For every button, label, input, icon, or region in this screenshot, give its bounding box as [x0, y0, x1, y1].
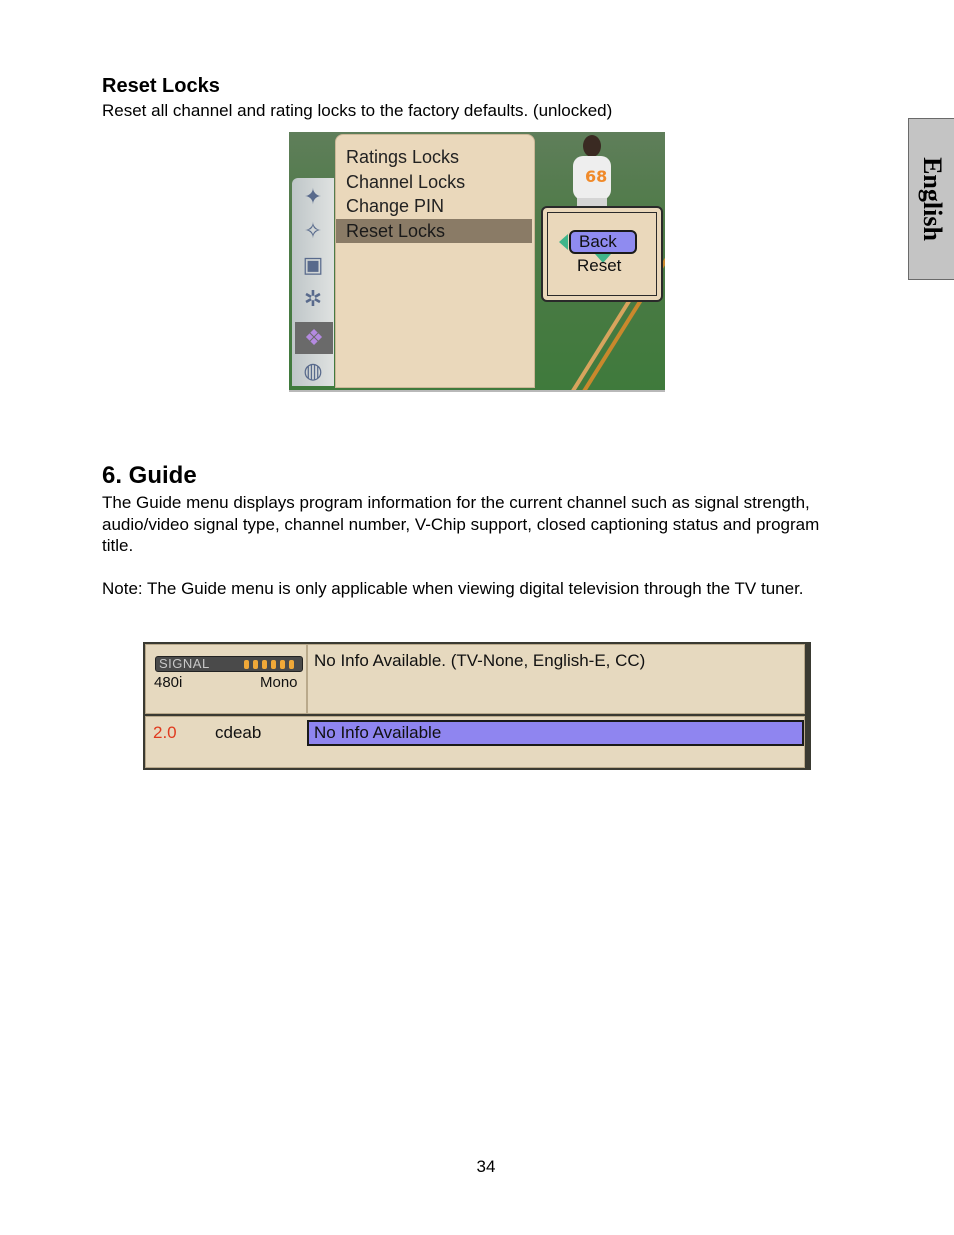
channel-number: 2.0 [153, 723, 177, 742]
signal-strength-bar [155, 656, 303, 672]
section-heading-reset-locks: Reset Locks [102, 75, 220, 97]
reset-button[interactable]: Reset [577, 256, 622, 275]
arrow-left-icon [559, 234, 568, 250]
signal-dot [289, 660, 294, 669]
guide-description: The Guide menu displays program information for the current channel such as signal strength, audio/video signal type, channel number, V-Chip support, closed captioning status and program title. [102, 493, 820, 555]
film-icon[interactable]: ✦ [303, 184, 323, 209]
player-jersey-number: 68 [585, 167, 608, 186]
menu-item-channel-locks[interactable]: Channel Locks [346, 172, 466, 192]
signal-dot [262, 660, 267, 669]
program-info-line: No Info Available. (TV-None, English-E, CC) [314, 651, 646, 670]
signal-dot [280, 660, 285, 669]
menu-icon-column [292, 178, 334, 386]
reset-locks-description: Reset all channel and rating locks to the factory defaults. (unlocked) [102, 101, 613, 120]
menu-item-ratings-locks[interactable]: Ratings Locks [346, 147, 460, 167]
video-format: 480i [154, 674, 183, 691]
menu-item-change-pin[interactable]: Change PIN [346, 196, 445, 216]
globe-icon[interactable]: ◍ [303, 358, 323, 383]
locks-menu-panel [335, 134, 535, 388]
program-info-cell [307, 644, 805, 714]
page-number: 34 [476, 1157, 496, 1176]
reset-confirm-dialog [541, 206, 663, 302]
gear-icon[interactable]: ✲ [303, 286, 323, 311]
section-heading-guide: 6. Guide [102, 462, 197, 489]
lock-icon[interactable]: ❖ [295, 322, 333, 354]
back-button[interactable]: Back [569, 230, 637, 254]
audio-mode: Mono [260, 674, 298, 691]
side-tab-label: English [917, 157, 947, 241]
signal-dot [271, 660, 276, 669]
guide-screenshot [143, 642, 811, 770]
signal-dot [253, 660, 258, 669]
program-title-bar[interactable]: No Info Available [307, 720, 804, 746]
guide-note: Note: The Guide menu is only applicable when viewing digital television through the TV tuner. [102, 579, 804, 598]
signal-label: SIGNAL [159, 656, 210, 671]
reset-locks-screenshot [289, 132, 665, 392]
signal-dot [244, 660, 249, 669]
tv-icon[interactable]: ▣ [302, 252, 324, 277]
satellite-icon[interactable]: ✧ [303, 218, 323, 243]
channel-name: cdeab [215, 723, 262, 742]
signal-info-cell [145, 644, 307, 714]
language-side-tab [908, 118, 954, 280]
menu-item-reset-locks[interactable]: Reset Locks [336, 219, 532, 243]
